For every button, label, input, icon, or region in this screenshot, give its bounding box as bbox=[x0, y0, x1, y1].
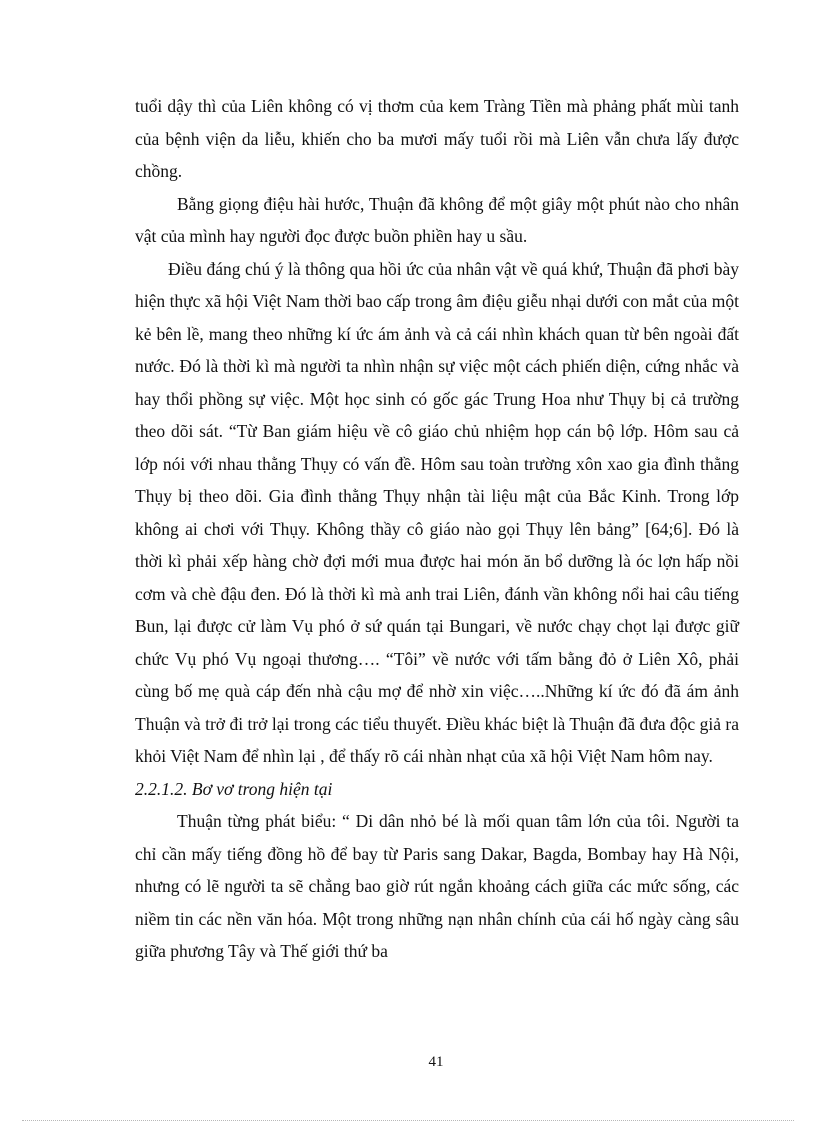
paragraph-4: Thuận từng phát biểu: “ Di dân nhỏ bé là mối quan tâm lớn của tôi. Người ta chỉ cần mấy tiếng đồng hồ để bay từ Paris sang Dakar, Bagda, Bombay hay Hà Nội, nhưng có lẽ người ta sẽ chẳng bao giờ rút ngắn khoảng cách giữa các mức sống, các niềm tin các nền văn hóa. Một trong những nạn nhân chính của cái hố ngày càng sâu giữa phương Tây và Thế giới thứ ba bbox=[135, 811, 739, 961]
paragraph-3: Điều đáng chú ý là thông qua hồi ức của nhân vật về quá khứ, Thuận đã phơi bày hiện thực xã hội Việt Nam thời bao cấp trong âm điệu giễu nhại dưới con mắt của một kẻ bên lề, mang theo những kí ức ám ảnh và cả cái nhìn khách quan từ bên ngoài đất nước. Đó là thời kì mà người ta nhìn nhận sự việc một cách phiến diện, cứng nhắc và hay thổi phồng sự việc. Một học sinh có gốc gác Trung Hoa như Thụy bị cả trường theo dõi sát. “Từ Ban giám hiệu về cô giáo chủ nhiệm họp cán bộ lớp. Hôm sau cả lớp nói với nhau thằng Thụy có vấn đề. Hôm sau toàn trường xôn xao gia đình thằng Thụy bị theo dõi. Gia đình thằng Thụy nhận tài liệu mật của Bắc Kinh. Trong lớp không ai chơi với Thụy. Không thầy cô giáo nào gọi Thụy lên bảng” [64;6]. Đó là thời kì phải xếp hàng chờ đợi mới mua được hai món ăn bổ dưỡng là óc lợn hấp nồi cơm và chè đậu đen. Đó là thời kì mà anh trai Liên, đánh vần không nổi hai câu tiếng Bun, lại được cử làm Vụ phó ở sứ quán tại Bungari, về nước chạy chọt lại được giữ chức Vụ phó Vụ ngoại thương…. “Tôi” về nước với tấm bằng đỏ ở Liên Xô, phải cùng bố mẹ quà cáp đến nhà cậu mợ để nhờ xin việc…..Những kí ức đó đã ám ảnh Thuận và trở đi trở lại trong các tiểu thuyết. Điều khác biệt là Thuận đã đưa độc giả ra khỏi Việt Nam để nhìn lại , để thấy rõ cái nhàn nhạt của xã hội Việt Nam hôm nay. bbox=[135, 258, 739, 766]
page-bottom-border bbox=[22, 1120, 794, 1121]
paragraph-2: Bằng giọng điệu hài hước, Thuận đã không để một giây một phút nào cho nhân vật của mình hay người đọc được buồn phiền hay u sầu. bbox=[135, 193, 739, 246]
page-number: 41 bbox=[428, 1054, 444, 1070]
paragraph-1: tuổi dậy thì của Liên không có vị thơm của kem Tràng Tiền mà phảng phất mùi tanh của bệnh viện da liễu, khiến cho ba mươi mấy tuổi rồi mà Liên vẫn chưa lấy được chồng. bbox=[135, 96, 739, 181]
section-heading: 2.2.1.2. Bơ vơ trong hiện tại bbox=[135, 778, 333, 799]
document-page bbox=[135, 90, 739, 968]
